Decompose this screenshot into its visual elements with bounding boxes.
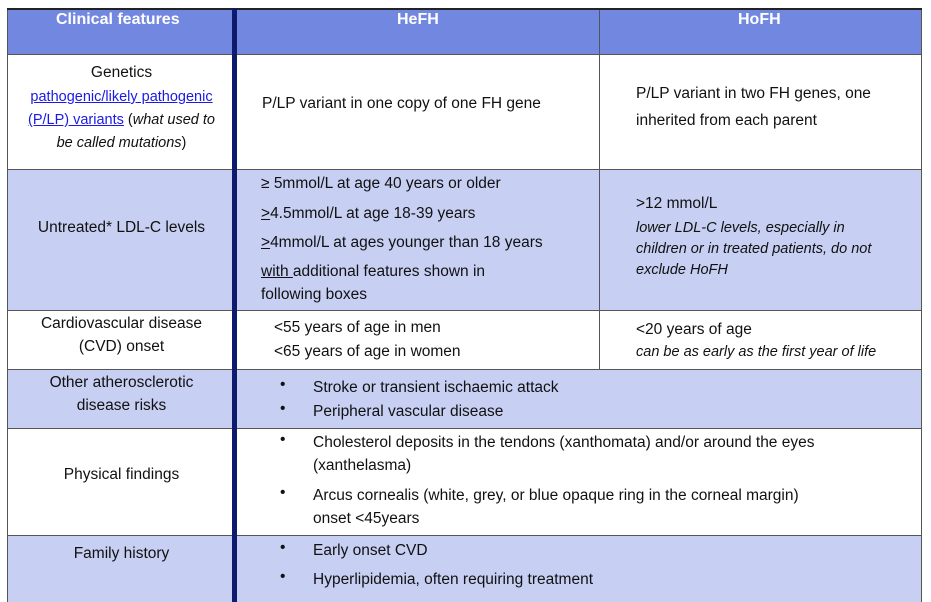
athero-content-cell xyxy=(234,370,922,429)
header-hofh: HoFH xyxy=(738,11,781,28)
ldl-hefh-1: ≥ 5mmol/L at age 40 years or older xyxy=(261,175,501,192)
cvd-hofh-2: can be as early as the first year of life xyxy=(636,344,877,360)
physical-item-2-line-2: onset <45years xyxy=(313,510,420,527)
header-cell-hofh xyxy=(600,8,922,55)
family-item-text: Hyperlipidemia, often requiring treatment xyxy=(313,571,593,588)
header-cell-hefh xyxy=(234,8,600,55)
note-open: ( xyxy=(123,112,133,128)
physical-item xyxy=(280,484,910,530)
ldl-hofh-cell xyxy=(600,170,922,311)
athero-label-2: disease risks xyxy=(76,397,167,414)
genetics-label: Genetics xyxy=(90,64,153,81)
athero-label-1: Other atherosclerotic xyxy=(49,374,194,391)
family-content-cell xyxy=(234,536,922,602)
cvd-label-1: Cardiovascular disease xyxy=(40,315,203,332)
athero-item-text: Peripheral vascular disease xyxy=(313,403,504,420)
physical-content-cell xyxy=(234,429,922,536)
genetics-label-cell xyxy=(7,55,234,170)
cvd-hefh-1: <55 years of age in men xyxy=(274,319,441,336)
ldl-hefh-4: additional features shown in xyxy=(292,263,486,280)
cvd-hefh-cell xyxy=(234,311,600,370)
header-clinical-features: Clinical features xyxy=(56,11,180,28)
genetics-hofh-line-2: inherited from each parent xyxy=(636,112,817,129)
bullet: • xyxy=(280,568,286,585)
pathogenic-variants-link-2[interactable]: (P/LP) variants xyxy=(28,112,124,128)
bullet: • xyxy=(280,376,286,393)
family-label-cell xyxy=(7,536,234,602)
ldl-hefh-3-sign: > xyxy=(261,234,271,251)
physical-label: Physical findings xyxy=(63,466,180,483)
table-top-border xyxy=(7,8,922,10)
athero-item-text: Stroke or transient ischaemic attack xyxy=(313,379,559,396)
note-italic-2: be called mutations xyxy=(56,135,182,151)
bullet: • xyxy=(280,400,286,417)
genetics-hofh-line-1: P/LP variant in two FH genes, one xyxy=(636,85,871,102)
physical-item-1-line-2: (xanthelasma) xyxy=(313,457,412,474)
bullet: • xyxy=(280,539,286,556)
ldl-label-cell xyxy=(7,170,234,311)
column-divider xyxy=(232,8,237,602)
ldl-hefh-2-sign: > xyxy=(261,205,271,222)
ldl-hefh-cell xyxy=(234,170,600,311)
note-close: ) xyxy=(181,135,187,151)
genetics-hefh-text: P/LP variant in one copy of one FH gene xyxy=(262,95,541,112)
note-italic-1: what used to xyxy=(132,112,215,128)
physical-item xyxy=(280,431,910,477)
athero-label-cell xyxy=(7,370,234,429)
family-item xyxy=(280,568,880,591)
ldl-hofh-1: >12 mmol/L xyxy=(636,195,718,212)
athero-item xyxy=(280,376,880,399)
family-item-text: Early onset CVD xyxy=(313,542,428,559)
cvd-hefh-2: <65 years of age in women xyxy=(274,343,461,360)
family-label: Family history xyxy=(73,545,170,562)
athero-item xyxy=(280,400,880,423)
cvd-hofh-1: <20 years of age xyxy=(636,321,752,338)
ldl-hofh-3: children or in treated patients, do not xyxy=(636,241,872,257)
cvd-label-2: (CVD) onset xyxy=(78,338,165,355)
cvd-label-cell xyxy=(7,311,234,370)
physical-item-2-line-1: Arcus cornealis (white, grey, or blue opaque ring in the corneal margin) xyxy=(313,487,799,504)
ldl-hefh-4-with: with xyxy=(261,263,293,280)
ldl-hefh-2: 4.5mmol/L at age 18-39 years xyxy=(270,205,476,222)
genetics-hefh-cell xyxy=(234,55,600,170)
cvd-hofh-cell xyxy=(600,311,922,370)
header-hefh: HeFH xyxy=(397,11,439,28)
ldl-hefh-5: following boxes xyxy=(261,286,367,303)
bullet: • xyxy=(280,484,286,501)
genetics-hofh-cell xyxy=(600,55,922,170)
ldl-hefh-3: 4mmol/L at ages younger than 18 years xyxy=(270,234,543,251)
family-item xyxy=(280,539,880,562)
physical-item-1-line-1: Cholesterol deposits in the tendons (xanthomata) and/or around the eyes xyxy=(313,434,815,451)
header-cell-clinical-features xyxy=(7,8,234,55)
ldl-hofh-4: exclude HoFH xyxy=(636,262,728,278)
pathogenic-variants-link[interactable]: pathogenic/likely pathogenic xyxy=(30,89,213,105)
ldl-label: Untreated* LDL-C levels xyxy=(37,219,206,236)
ldl-hofh-2: lower LDL-C levels, especially in xyxy=(636,220,845,236)
physical-label-cell xyxy=(7,429,234,536)
bullet: • xyxy=(280,431,286,448)
